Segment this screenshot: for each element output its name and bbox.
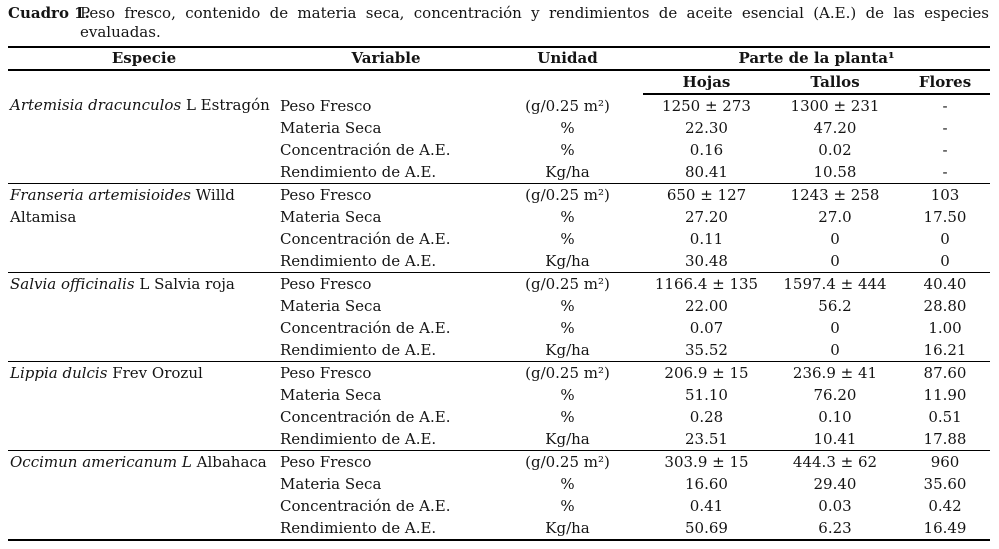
value-tallos: 0.03 [818, 497, 852, 515]
table-caption-text-line2: evaluadas. [80, 23, 161, 41]
variable-cell: Materia Seca [280, 386, 382, 404]
value-flores: 35.60 [923, 475, 967, 493]
value-hojas: 0.41 [689, 497, 724, 515]
value-tallos: 236.9 ± 41 [770, 362, 900, 385]
value-hojas: 80.41 [685, 163, 728, 181]
value-tallos: 29.40 [813, 475, 857, 493]
variable-cell: Rendimiento de A.E. [280, 517, 492, 540]
species-block [8, 184, 990, 273]
species-name-common: L Salvia roja [139, 275, 235, 293]
table-caption-text-line1: Peso fresco, contenido de materia seca, concentración y rendimientos de aceite esencial (A.E.) de las especies [80, 4, 989, 22]
unit-cell: % [560, 141, 575, 159]
table-caption-label: Cuadro 1. [8, 4, 90, 22]
variable-cell: Concentración de A.E. [280, 230, 451, 248]
value-hojas: 0.07 [689, 319, 724, 337]
table-caption [8, 4, 989, 42]
variable-cell: Materia Seca [280, 475, 382, 493]
value-hojas: 23.51 [685, 430, 728, 448]
species-name [8, 94, 280, 184]
species-block [8, 94, 990, 184]
value-tallos: 56.2 [818, 297, 852, 315]
variable-cell: Materia Seca [280, 297, 382, 315]
unit-cell: Kg/ha [545, 430, 590, 448]
value-flores: 0 [940, 230, 950, 248]
table-row [8, 94, 990, 117]
value-hojas: 0.11 [689, 230, 724, 248]
value-tallos: 0.10 [818, 408, 852, 426]
value-flores: 40.40 [900, 273, 990, 296]
species-name-latin: Salvia officinalis [10, 275, 135, 293]
unit-cell: Kg/ha [545, 163, 590, 181]
variable-cell: Concentración de A.E. [280, 319, 451, 337]
data-table [8, 46, 990, 541]
species-name [8, 362, 280, 451]
value-tallos: 444.3 ± 62 [770, 451, 900, 474]
unit-cell: Kg/ha [492, 517, 643, 540]
value-flores: - [942, 119, 948, 137]
value-hojas: 22.00 [685, 297, 728, 315]
variable-cell: Peso Fresco [280, 451, 492, 474]
value-flores: 11.90 [923, 386, 967, 404]
col-header-hojas: Hojas [643, 70, 770, 94]
value-flores: 87.60 [900, 362, 990, 385]
variable-cell: Materia Seca [280, 119, 382, 137]
species-name-common: Willd Altamisa [10, 186, 235, 226]
value-flores: 16.21 [923, 341, 967, 359]
unit-cell: % [560, 208, 575, 226]
species-block [8, 273, 990, 362]
value-flores: 960 [900, 451, 990, 474]
value-tallos: 0 [830, 252, 840, 270]
value-hojas: 35.52 [685, 341, 728, 359]
species-name-common: Albahaca [196, 453, 267, 471]
col-header-flores: Flores [900, 70, 990, 94]
table-row [8, 184, 990, 207]
variable-cell: Concentración de A.E. [280, 141, 451, 159]
value-hojas: 1166.4 ± 135 [643, 273, 770, 296]
unit-cell: % [560, 319, 575, 337]
value-flores: 16.49 [900, 517, 990, 540]
col-header-especie: Especie [8, 47, 280, 70]
header-spacer [280, 70, 492, 94]
value-hojas: 16.60 [685, 475, 728, 493]
value-flores: 17.88 [923, 430, 967, 448]
value-flores: 0 [940, 252, 950, 270]
species-name [8, 184, 280, 273]
unit-cell: % [560, 475, 575, 493]
value-flores: 0.51 [928, 408, 962, 426]
col-header-variable: Variable [280, 47, 492, 70]
col-header-parte-planta: Parte de la planta¹ [643, 47, 990, 70]
unit-cell: % [560, 386, 575, 404]
unit-cell: % [560, 408, 575, 426]
species-name-common: L Estragón [185, 96, 270, 114]
species-block [8, 451, 990, 541]
value-tallos: 1243 ± 258 [770, 184, 900, 207]
value-flores: - [942, 163, 948, 181]
col-header-unidad: Unidad [492, 47, 643, 70]
value-hojas: 1250 ± 273 [662, 97, 751, 115]
variable-cell: Concentración de A.E. [280, 408, 451, 426]
species-name-latin: Artemisia dracunculos [10, 96, 182, 114]
value-tallos: 0 [830, 341, 840, 359]
value-flores: - [942, 141, 948, 159]
variable-cell: Peso Fresco [280, 362, 492, 385]
value-tallos: 0.02 [818, 141, 852, 159]
value-flores: 1.00 [928, 319, 962, 337]
unit-cell: (g/0.25 m²) [492, 184, 643, 207]
unit-cell: (g/0.25 m²) [492, 273, 643, 296]
value-hojas: 303.9 ± 15 [643, 451, 770, 474]
value-hojas: 206.9 ± 15 [643, 362, 770, 385]
header-spacer [492, 70, 643, 94]
table-row [8, 273, 990, 296]
variable-cell: Rendimiento de A.E. [280, 341, 437, 359]
species-block [8, 362, 990, 451]
unit-cell: Kg/ha [545, 252, 590, 270]
species-name-common: Frev Orozul [112, 364, 203, 382]
variable-cell: Peso Fresco [280, 273, 492, 296]
unit-cell: % [560, 297, 575, 315]
species-name-latin: Occimun americanum L [10, 453, 192, 471]
value-hojas: 0.16 [689, 141, 724, 159]
value-flores: 0.42 [928, 497, 962, 515]
value-hojas: 27.20 [685, 208, 728, 226]
variable-cell: Materia Seca [280, 208, 382, 226]
value-tallos: 0 [830, 319, 840, 337]
variable-cell: Rendimiento de A.E. [280, 163, 437, 181]
value-hojas: 30.48 [685, 252, 728, 270]
unit-cell: (g/0.25 m²) [492, 451, 643, 474]
value-tallos: 10.58 [813, 163, 857, 181]
paper-table-page [0, 4, 999, 549]
value-hojas: 22.30 [685, 119, 728, 137]
variable-cell: Rendimiento de A.E. [280, 252, 437, 270]
unit-cell: (g/0.25 m²) [525, 96, 610, 115]
value-flores: 28.80 [923, 297, 967, 315]
species-name-latin: Lippia dulcis [10, 364, 108, 382]
species-name [8, 273, 280, 362]
variable-cell: Rendimiento de A.E. [280, 430, 437, 448]
value-hojas: 50.69 [643, 517, 770, 540]
header-spacer [8, 70, 280, 94]
value-tallos: 1300 ± 231 [790, 97, 880, 115]
value-tallos: 0 [830, 230, 840, 248]
unit-cell: % [560, 230, 575, 248]
value-tallos: 27.0 [818, 208, 852, 226]
col-header-tallos: Tallos [770, 70, 900, 94]
table-row [8, 451, 990, 474]
variable-cell: Concentración de A.E. [280, 497, 451, 515]
value-flores: 103 [900, 184, 990, 207]
variable-cell: Peso Fresco [280, 96, 372, 115]
unit-cell: % [560, 119, 575, 137]
value-hojas: 0.28 [689, 408, 724, 426]
table-header [8, 47, 990, 94]
variable-cell: Peso Fresco [280, 184, 492, 207]
species-name [8, 451, 280, 541]
value-hojas: 650 ± 127 [643, 184, 770, 207]
value-tallos: 6.23 [770, 517, 900, 540]
value-flores: - [942, 97, 948, 115]
species-name-latin: Franseria artemisioides [10, 186, 191, 204]
value-tallos: 1597.4 ± 444 [770, 273, 900, 296]
table-row [8, 362, 990, 385]
value-hojas: 51.10 [685, 386, 728, 404]
value-tallos: 76.20 [813, 386, 857, 404]
unit-cell: Kg/ha [545, 341, 590, 359]
value-tallos: 10.41 [813, 430, 857, 448]
value-flores: 17.50 [923, 208, 967, 226]
unit-cell: (g/0.25 m²) [492, 362, 643, 385]
value-tallos: 47.20 [813, 119, 857, 137]
unit-cell: % [560, 497, 575, 515]
